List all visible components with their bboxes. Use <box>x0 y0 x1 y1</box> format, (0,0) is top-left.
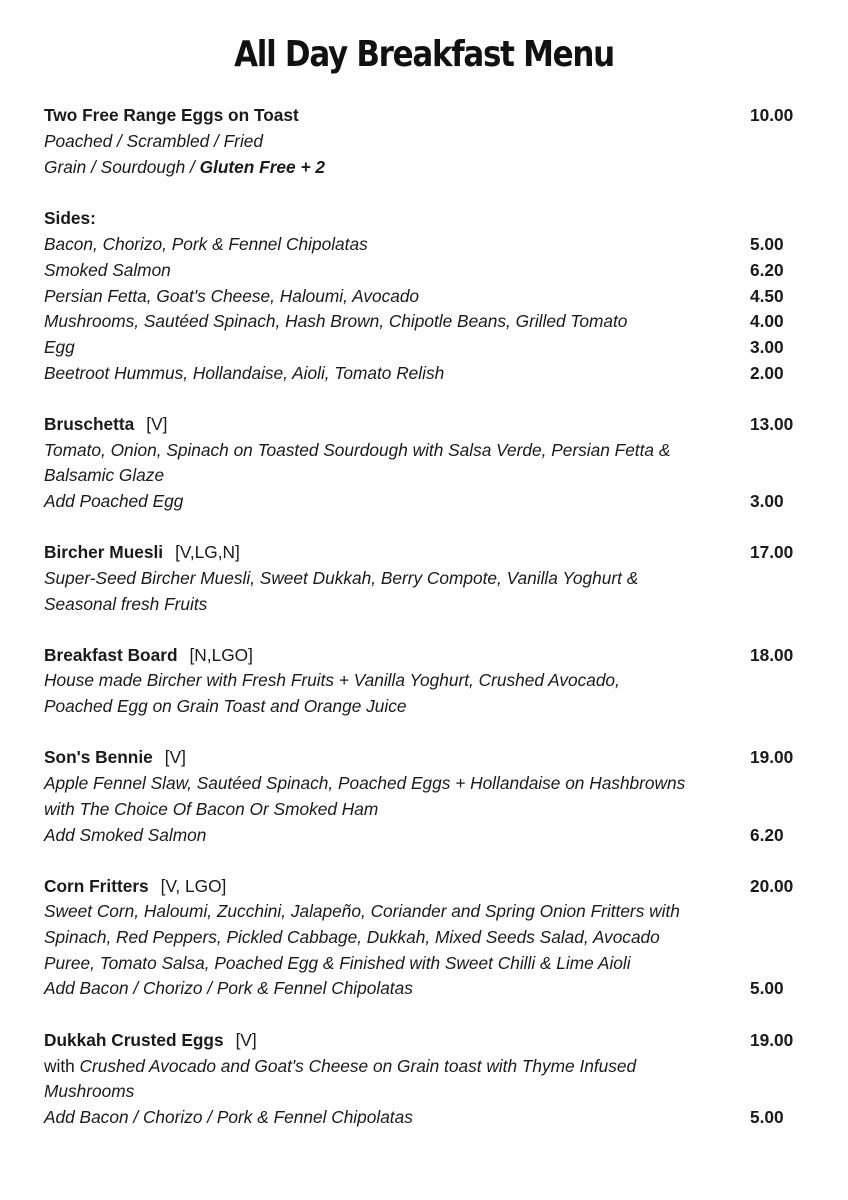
item-description: Apple Fennel Slaw, Sautéed Spinach, Poached Eggs + Hollandaise on Hashbrowns <box>44 773 686 793</box>
dietary-tags: [V] <box>164 747 186 767</box>
menu-item-fritters <box>44 873 804 899</box>
side-price: 4.50 <box>750 286 784 306</box>
item-description: Super-Seed Bircher Muesli, Sweet Dukkah, Berry Compote, Vanilla Yoghurt & <box>44 568 639 588</box>
dietary-tags: [V,LG,N] <box>175 542 240 562</box>
side-row <box>44 257 804 283</box>
menu-item-bruschetta <box>44 411 804 437</box>
item-price: 19.00 <box>750 747 794 767</box>
addon-price: 3.00 <box>750 491 784 511</box>
item-name: Dukkah Crusted Eggs <box>44 1030 224 1050</box>
item-description: Puree, Tomato Salsa, Poached Egg & Finished with Sweet Chilli & Lime Aioli <box>44 953 631 973</box>
item-description: Tomato, Onion, Spinach on Toasted Sourdough with Salsa Verde, Persian Fetta & <box>44 440 671 460</box>
sides-heading: Sides: <box>44 208 96 228</box>
menu-item-dukkah <box>44 1027 804 1053</box>
side-label: Bacon, Chorizo, Pork & Fennel Chipolatas <box>44 234 368 254</box>
menu-item-muesli <box>44 539 804 565</box>
addon-row <box>44 488 804 514</box>
side-row <box>44 283 804 309</box>
item-description: Poached Egg on Grain Toast and Orange Juice <box>44 696 407 716</box>
desc-text: Crushed Avocado and Goat's Cheese on Grain toast with Thyme Infused <box>79 1056 637 1076</box>
item-description <box>44 154 804 180</box>
dietary-tags: [V] <box>146 414 168 434</box>
item-price: 19.00 <box>750 1030 794 1050</box>
item-description: House made Bircher with Fresh Fruits + Vanilla Yoghurt, Crushed Avocado, <box>44 670 620 690</box>
side-row <box>44 231 804 257</box>
item-description: Mushrooms <box>44 1081 135 1101</box>
item-price: 17.00 <box>750 542 794 562</box>
side-label: Egg <box>44 337 75 357</box>
addon-price: 5.00 <box>750 978 784 998</box>
item-price: 20.00 <box>750 876 794 896</box>
side-price: 4.00 <box>750 311 784 331</box>
menu-title: All Day Breakfast Menu <box>234 34 614 75</box>
addon-price: 6.20 <box>750 825 784 845</box>
side-label: Smoked Salmon <box>44 260 171 280</box>
side-label: Persian Fetta, Goat's Cheese, Haloumi, Avocado <box>44 286 420 306</box>
side-row <box>44 308 804 334</box>
item-name: Breakfast Board <box>44 645 178 665</box>
gluten-free-option: Gluten Free + 2 <box>199 157 325 177</box>
item-description: Seasonal fresh Fruits <box>44 594 208 614</box>
side-label: Beetroot Hummus, Hollandaise, Aioli, Tomato Relish <box>44 363 445 383</box>
item-description: Poached / Scrambled / Fried <box>44 131 264 151</box>
dietary-tags: [V, LGO] <box>160 876 227 896</box>
item-description: Sweet Corn, Haloumi, Zucchini, Jalapeño, Coriander and Spring Onion Fritters with <box>44 901 680 921</box>
item-name: Two Free Range Eggs on Toast <box>44 105 299 125</box>
addon-label: Add Bacon / Chorizo / Pork & Fennel Chipolatas <box>44 1107 413 1127</box>
item-name: Corn Fritters <box>44 876 149 896</box>
addon-row <box>44 975 804 1001</box>
menu-item-board <box>44 642 804 668</box>
dietary-tags: [V] <box>235 1030 257 1050</box>
addon-label: Add Poached Egg <box>44 491 184 511</box>
item-name: Bircher Muesli <box>44 542 164 562</box>
item-name: Son's Bennie <box>44 747 153 767</box>
side-price: 6.20 <box>750 260 784 280</box>
addon-price: 5.00 <box>750 1107 784 1127</box>
item-description: with The Choice Of Bacon Or Smoked Ham <box>44 799 379 819</box>
side-price: 3.00 <box>750 337 784 357</box>
item-description: Spinach, Red Peppers, Pickled Cabbage, Dukkah, Mixed Seeds Salad, Avocado <box>44 927 660 947</box>
item-price: 13.00 <box>750 414 794 434</box>
dietary-tags: [N,LGO] <box>189 645 253 665</box>
menu-item-bennie <box>44 744 804 770</box>
addon-row <box>44 822 804 848</box>
addon-label: Add Smoked Salmon <box>44 825 207 845</box>
bread-options: Grain / Sourdough / <box>44 157 200 177</box>
side-price: 2.00 <box>750 363 784 383</box>
item-description: Balsamic Glaze <box>44 465 165 485</box>
desc-prefix: with <box>44 1056 80 1076</box>
addon-label: Add Bacon / Chorizo / Pork & Fennel Chipolatas <box>44 978 413 998</box>
item-name: Bruschetta <box>44 414 135 434</box>
side-price: 5.00 <box>750 234 784 254</box>
item-description <box>44 1053 804 1079</box>
item-price: 10.00 <box>750 105 794 125</box>
side-label: Mushrooms, Sautéed Spinach, Hash Brown, Chipotle Beans, Grilled Tomato <box>44 311 628 331</box>
addon-row <box>44 1104 804 1130</box>
side-row <box>44 334 804 360</box>
side-row <box>44 360 804 386</box>
menu-item-eggs <box>44 102 804 128</box>
item-price: 18.00 <box>750 645 794 665</box>
